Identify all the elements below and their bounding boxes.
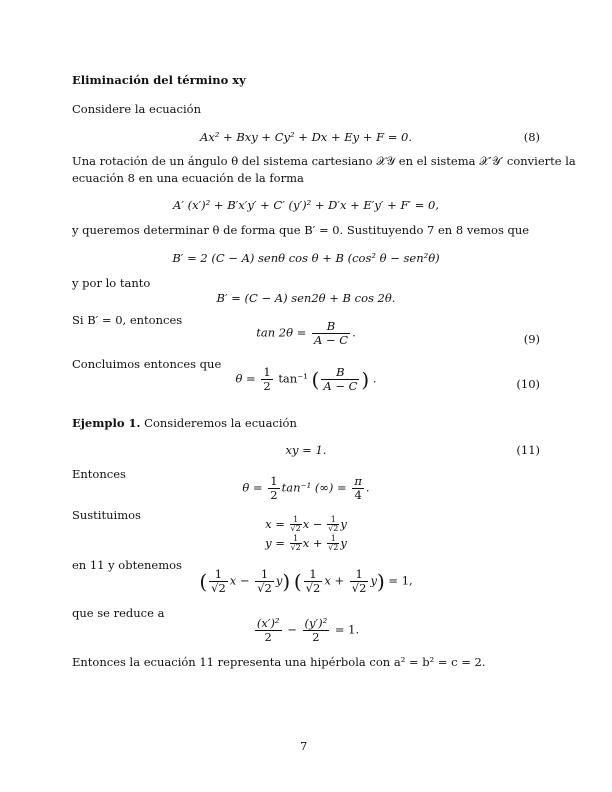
- substitution-y: y = $\frac{1}{√2}$ x + $\frac{1}{√2}$ y: [265, 534, 347, 553]
- page-number: 7: [300, 739, 308, 753]
- equation-9-fraction: $\frac{B}{A - C}$: [314, 319, 349, 348]
- example-label: Ejemplo 1.: [72, 416, 141, 430]
- paragraph-rotation-line1: Una rotación de un ángulo θ del sistema cartesiano 𝒳𝒴 en el sistema 𝒳′𝒴′ convierte la: [72, 154, 576, 168]
- equation-11-number: (11): [516, 443, 540, 457]
- text-concluimos: Concluimos entonces que: [72, 357, 222, 371]
- section-title: Eliminación del término xy: [72, 73, 246, 87]
- equation-8-number: (8): [523, 130, 540, 144]
- equation-product: ( $\frac{1}{√2}$ x − $\frac{1}{√2}$ y) ( $\frac{1}{√2}$ x + $\frac{1}{√2}$ y) = 1,: [199, 567, 413, 596]
- equation-10-number: (10): [516, 377, 540, 391]
- equation-9-number: (9): [523, 332, 540, 346]
- text-sustituimos: Sustituimos: [72, 508, 141, 522]
- equation-bprime: B′ = 2 (C − A) senθ cos θ + B (cos² θ − sen²θ): [172, 251, 440, 265]
- paragraph-rotation-line2: ecuación 8 en una ecuación de la forma: [72, 171, 304, 185]
- equation-bprime-2: B′ = (C − A) sen2θ + B cos 2θ.: [216, 291, 396, 305]
- equation-theta: θ = $\frac{1}{2}$ tan⁻¹ (∞) = $\frac{\pi}{4}$ .: [242, 474, 370, 503]
- text-si: Si B′ = 0, entonces: [72, 313, 183, 327]
- intro-text: Considere la ecuación: [72, 102, 201, 116]
- text-por-tanto: y por lo tanto: [72, 276, 151, 290]
- equation-10: θ = $\frac{1}{2}$ tan⁻¹ ( $\frac{B}{A - C}$ ) .: [235, 365, 377, 394]
- text-entonces: Entonces: [72, 467, 126, 481]
- conclusion-text: Entonces la ecuación 11 representa una hipérbola con a² = b² = c = 2.: [72, 655, 486, 669]
- equation-11: xy = 1.: [285, 443, 327, 457]
- example-heading: [72, 418, 297, 430]
- example-text: Consideremos la ecuación: [144, 416, 297, 430]
- equation-9: tan 2θ = $\frac{B}{A - C}$ .: [256, 319, 356, 348]
- text-reduce: que se reduce a: [72, 606, 165, 620]
- equation-rotated: A′ (x′)² + B′x′y′ + C′ (y′)² + D′x + E′y′ + F′ = 0,: [173, 198, 439, 212]
- equation-8: Ax² + Bxy + Cy² + Dx + Ey + F = 0.: [200, 130, 412, 144]
- substitution-x: x = $\frac{1}{√2}$ x − $\frac{1}{√2}$ y: [265, 515, 347, 534]
- equation-reduced: $\frac{\text{(x′)²}}{2}$ − $\frac{\text{(y′)²}}{2}$ = 1.: [256, 616, 360, 645]
- text-en-11: en 11 y obtenemos: [72, 558, 182, 572]
- paragraph-determine: y queremos determinar θ de forma que B′ = 0. Sustituyendo 7 en 8 vemos que: [72, 223, 530, 237]
